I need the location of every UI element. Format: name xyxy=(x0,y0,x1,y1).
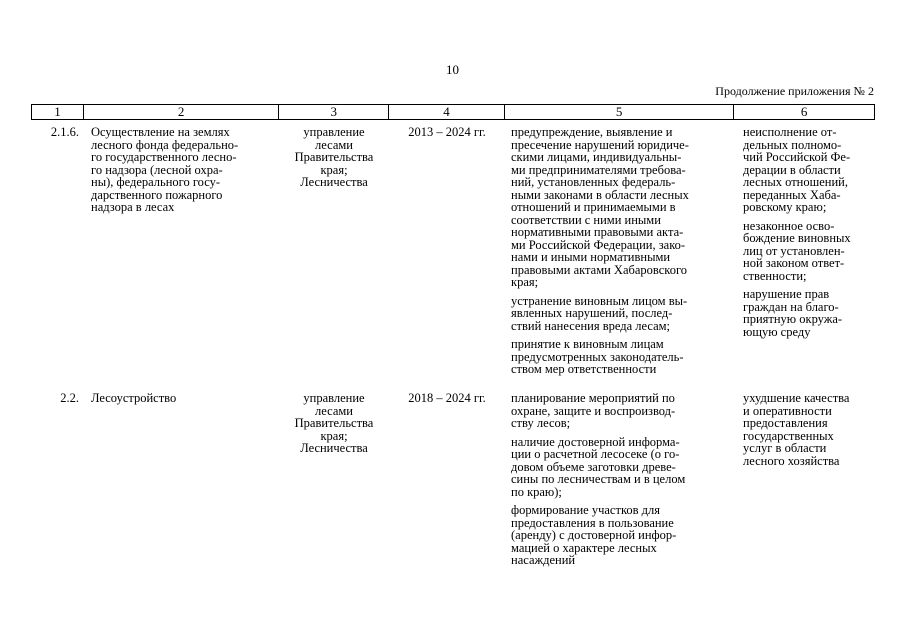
text-line: дарственного пожарного xyxy=(91,187,223,202)
text-line: Лесничества xyxy=(300,441,368,455)
text-line: лиц от установлен- xyxy=(743,243,845,258)
column-header-4: 4 xyxy=(389,105,505,119)
activity-cell xyxy=(83,126,279,382)
text-paragraph xyxy=(511,295,721,333)
consequence-cell xyxy=(735,392,875,573)
text-line: ний, установленных федераль- xyxy=(511,175,676,189)
executor-cell xyxy=(279,392,389,573)
text-line: ными законами в области лесных xyxy=(511,187,689,202)
column-header-3: 3 xyxy=(279,105,389,119)
text-line: ющую среду xyxy=(743,324,811,339)
text-line: переданных Хаба- xyxy=(743,187,841,202)
column-header-6: 6 xyxy=(800,104,808,119)
text-paragraph xyxy=(511,126,721,289)
text-line: наличие достоверной информа- xyxy=(511,434,680,449)
text-line: приятную окружа- xyxy=(743,312,843,326)
text-line: Осуществление на землях xyxy=(91,125,230,139)
text-line: ством мер ответственности xyxy=(511,362,657,376)
text-line: правовыми актами Хабаровского xyxy=(511,262,688,277)
table-row xyxy=(31,392,875,573)
text-line: мацией о характере лесных xyxy=(511,540,657,555)
text-line: края; xyxy=(511,275,539,289)
text-line: дельных полномо- xyxy=(743,137,842,152)
text-line: пресечение нарушений юридиче- xyxy=(511,137,689,152)
text-line: нарушение прав xyxy=(743,287,830,301)
period-cell: 2013 – 2024 гг. xyxy=(408,125,486,139)
text-paragraph xyxy=(743,220,871,283)
text-line: го государственного лесно- xyxy=(91,150,237,164)
text-line: предоставления xyxy=(743,416,828,430)
text-line: управление xyxy=(303,125,365,139)
continuation-label: Продолжение приложения № 2 xyxy=(715,84,874,98)
row-number: 2.1.6. xyxy=(50,125,79,139)
text-line: ны), федерального госу- xyxy=(91,175,221,189)
text-line: надзора в лесах xyxy=(91,200,175,214)
text-line: по краю); xyxy=(511,484,562,499)
text-line: устранение виновным лицом вы- xyxy=(511,293,688,308)
text-line: граждан на благо- xyxy=(743,299,839,314)
consequence-cell xyxy=(735,126,875,382)
text-paragraph xyxy=(743,288,871,338)
text-line: предоставления в пользование xyxy=(511,515,674,530)
text-line: ми предпринимателями требова- xyxy=(511,162,686,177)
text-line: лесных отношений, xyxy=(743,175,848,189)
text-line: края; xyxy=(320,162,348,177)
table-header-row xyxy=(31,104,875,120)
text-line: предусмотренных законодатель- xyxy=(511,349,684,364)
text-line: управление xyxy=(303,391,365,405)
text-line: ровскому краю; xyxy=(743,200,827,214)
text-line: насаждений xyxy=(511,553,576,567)
text-paragraph xyxy=(511,338,721,376)
text-line: охране, защите и воспроизвод- xyxy=(511,403,676,418)
text-paragraph xyxy=(743,126,871,214)
text-line: Правительства xyxy=(294,150,374,164)
period-cell: 2018 – 2024 гг. xyxy=(408,391,486,405)
activity-cell xyxy=(83,392,279,573)
text-paragraph xyxy=(511,436,721,499)
text-line: скими лицами, индивидуальны- xyxy=(511,150,682,164)
text-line: лесами xyxy=(315,403,353,418)
text-line: лесами xyxy=(315,137,353,152)
text-line: услуг в области xyxy=(743,441,827,455)
text-line: и оперативности xyxy=(743,403,832,418)
text-line: планирование мероприятий по xyxy=(511,391,675,405)
text-line: ству лесов; xyxy=(511,416,571,430)
text-line: края; xyxy=(320,428,348,443)
executor-cell xyxy=(279,126,389,382)
text-line: ции о расчетной лесосеке (о го- xyxy=(511,447,680,461)
column-header-5: 5 xyxy=(505,105,734,119)
result-cell xyxy=(505,126,735,382)
text-line: Правительства xyxy=(294,416,374,430)
text-line: лесного хозяйства xyxy=(743,453,840,468)
text-line: принятие к виновным лицам xyxy=(511,337,664,351)
text-line: лесного фонда федерально- xyxy=(91,137,239,152)
text-line: ухудшение качества xyxy=(743,391,850,405)
page-number: 10 xyxy=(446,62,459,77)
row-number: 2.2. xyxy=(60,391,79,405)
text-line: неисполнение от- xyxy=(743,125,837,139)
column-header-2: 2 xyxy=(84,105,280,119)
text-line: ми Российской Федерации, зако- xyxy=(511,237,686,252)
text-paragraph xyxy=(511,504,721,567)
text-line: дерации в области xyxy=(743,162,841,177)
text-line: незаконное осво- xyxy=(743,218,835,233)
text-line: государственных xyxy=(743,428,834,443)
text-line: чий Российской Фе- xyxy=(743,150,851,164)
text-line: ствий нанесения вреда лесам; xyxy=(511,318,671,333)
text-line: ной законом ответ- xyxy=(743,256,845,270)
text-line: го надзора (лесной охра- xyxy=(91,162,223,177)
text-line: отношений и принимаемыми в xyxy=(511,200,676,214)
result-cell xyxy=(505,392,735,573)
column-header-1: 1 xyxy=(32,105,84,119)
text-paragraph xyxy=(511,392,721,430)
table-row xyxy=(31,126,875,382)
text-line: формирование участков для xyxy=(511,503,661,517)
text-paragraph xyxy=(743,392,871,467)
text-line: нами и иными нормативными xyxy=(511,250,671,264)
text-line: явленных нарушений, послед- xyxy=(511,306,673,320)
text-line: нормативными правовыми акта- xyxy=(511,225,684,239)
text-line: соответствии с ними иными xyxy=(511,212,661,227)
text-line: (аренду) с достоверной инфор- xyxy=(511,528,677,542)
text-line: Лесничества xyxy=(300,175,368,189)
text-line: Лесоустройство xyxy=(91,391,177,405)
text-line: ственности; xyxy=(743,268,807,283)
text-line: сины по лесничествам и в целом xyxy=(511,472,686,486)
text-line: довом объеме заготовки древе- xyxy=(511,459,676,474)
text-line: предупреждение, выявление и xyxy=(511,125,673,139)
text-line: бождение виновных xyxy=(743,231,851,245)
